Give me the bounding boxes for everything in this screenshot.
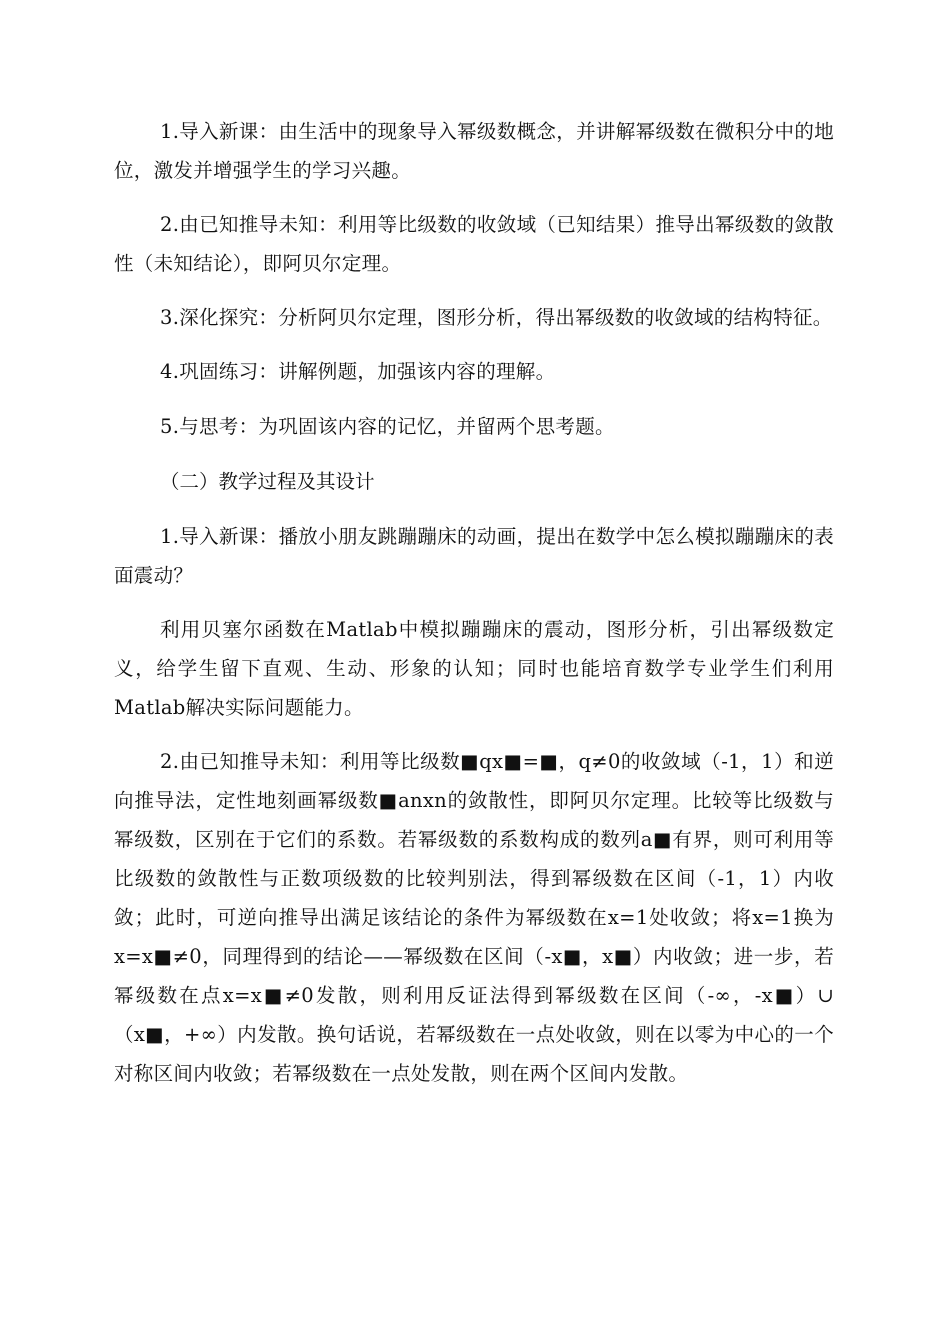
paragraph-process-2: 利用贝塞尔函数在Matlab中模拟蹦蹦床的震动，图形分析，引出幂级数定义，给学生留下直观、生动、形象的认知；同时也能培育数学专业学生们利用Matlab解决实际问题能力。 xyxy=(114,618,834,719)
paragraph-intro-3: 3.深化探究：分析阿贝尔定理，图形分析，得出幂级数的收敛域的结构特征。 xyxy=(160,306,833,329)
paragraph-intro-1: 1.导入新课：由生活中的现象导入幂级数概念，并讲解幂级数在微积分中的地位，激发并增强学生的学习兴趣。 xyxy=(114,120,834,182)
paragraph-intro-4: 4.巩固练习：讲解例题，加强该内容的理解。 xyxy=(160,360,556,383)
paragraph-intro-2: 2.由已知推导未知：利用等比级数的收敛域（已知结果）推导出幂级数的敛散性（未知结论），即阿贝尔定理。 xyxy=(114,213,834,275)
paragraph-process-3: 2.由已知推导未知：利用等比级数■qx■=■，q≠0的收敛域（-1，1）和逆向推导法，定性地刻画幂级数■anxn的敛散性，即阿贝尔定理。比较等比级数与幂级数，区别在于它们的系数。若幂级数的系数构成的数列a■有界，则可利用等比级数的敛散性与正数项级数的比较判别法，得到幂级数在区间（-1，1）内收敛；此时，可逆向推导出满足该结论的条件为幂级数在x=1处收敛；将x=1换为x=x■≠0，同理得到的结论——幂级数在区间（-x■，x■）内收敛；进一步，若幂级数在点x=x■≠0发散，则利用反证法得到幂级数在区间（-∞，-x■）∪（x■，+∞）内发散。换句话说，若幂级数在一点处收敛，则在以零为中心的一个对称区间内收敛；若幂级数在一点处发散，则在两个区间内发散。 xyxy=(114,750,834,1085)
paragraph-intro-5: 5.与思考：为巩固该内容的记忆，并留两个思考题。 xyxy=(160,415,615,438)
document-page xyxy=(114,112,834,1108)
section-heading: （二）教学过程及其设计 xyxy=(160,470,375,493)
paragraph-process-1: 1.导入新课：播放小朋友跳蹦蹦床的动画，提出在数学中怎么模拟蹦蹦床的表面震动？ xyxy=(114,525,834,587)
